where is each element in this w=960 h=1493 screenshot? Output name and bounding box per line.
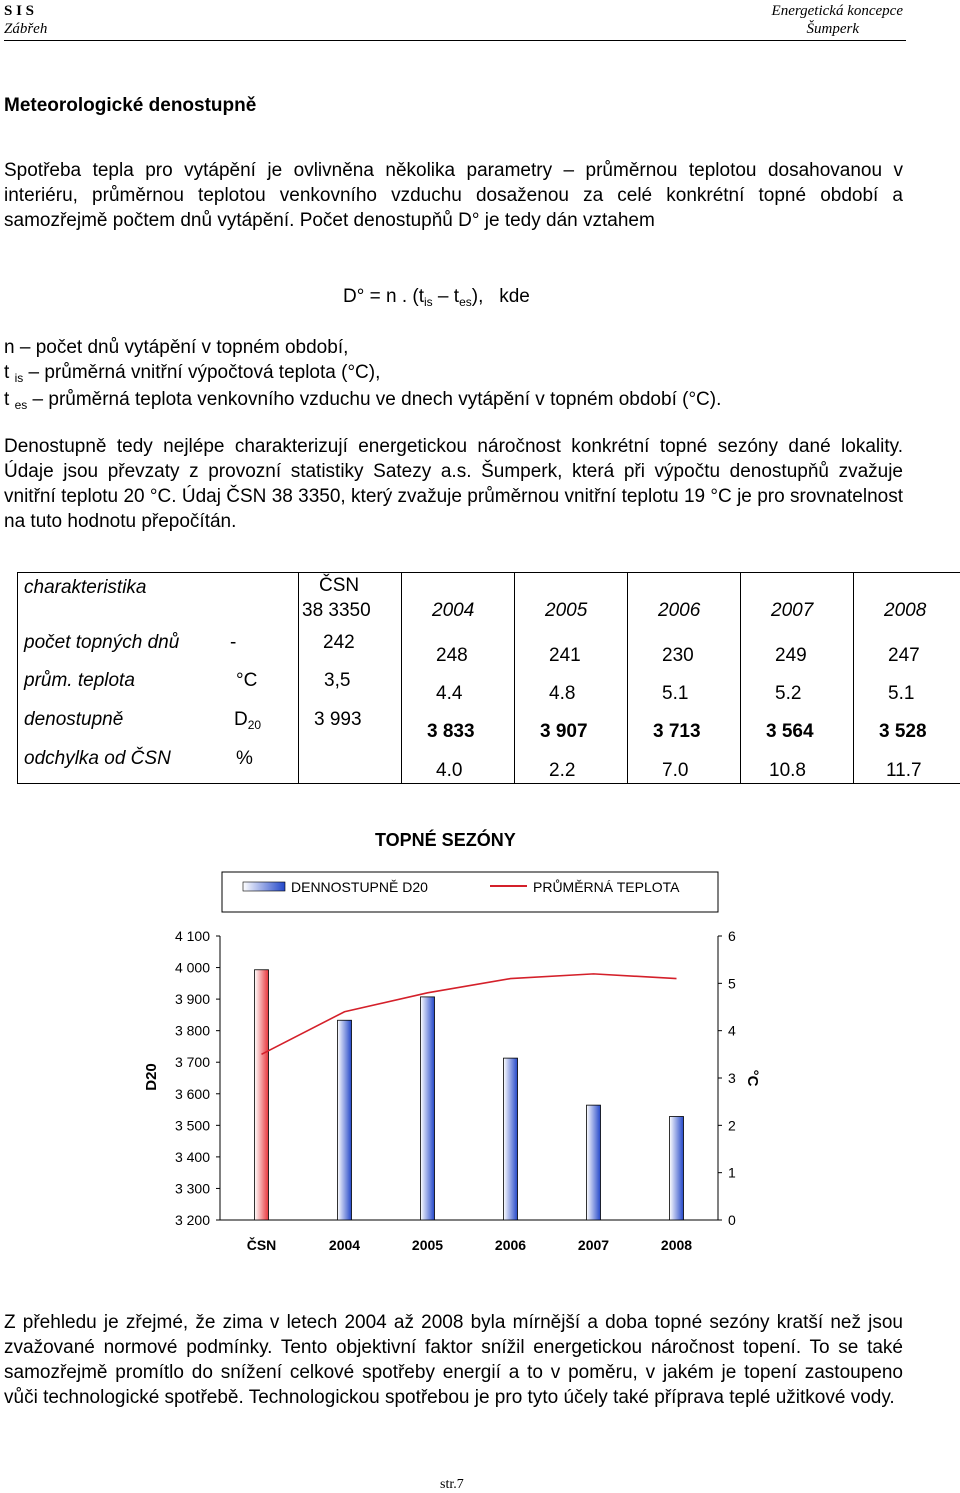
header-org: S I S — [4, 3, 35, 19]
right-tick-label: 5 — [728, 975, 736, 992]
left-tick-label: 4 100 — [174, 928, 210, 944]
left-tick-label: 3 900 — [174, 991, 210, 1008]
definition-tes: t $_{es}$ – průměrná teplota venkovního vzduchu ve dnech vytápění v topném období (°C). — [4, 389, 722, 412]
right-tick-label: 4 — [728, 1022, 736, 1039]
chart-bar — [504, 1058, 518, 1220]
chart-bar — [670, 1116, 684, 1220]
chart-bar — [421, 997, 435, 1220]
right-tick-label: 1 — [728, 1164, 736, 1181]
table-year-column: 2007 249 5.2 3 564 10.8 — [741, 573, 854, 784]
left-tick-label: 3 400 — [174, 1148, 210, 1165]
chart-bar — [255, 970, 269, 1220]
table-year-column: 2004 248 4.4 3 833 4.0 — [402, 573, 515, 784]
right-tick-label: 0 — [728, 1212, 736, 1228]
header-rule — [4, 40, 906, 41]
category-label: 2008 — [660, 1237, 693, 1253]
left-tick-label: 3 700 — [174, 1054, 210, 1071]
left-tick-label: 3 800 — [174, 1022, 210, 1039]
unit-days: - — [230, 632, 237, 653]
table-csn-column — [299, 573, 402, 784]
category-label: 2005 — [411, 1237, 444, 1253]
category-label: ČSN — [246, 1237, 277, 1253]
csn-degree-days: 3 993 — [314, 709, 362, 730]
label-temp: prům. teplota — [24, 670, 135, 691]
table-label-column — [18, 573, 299, 784]
label-degree-days: denostupně — [24, 709, 124, 730]
left-tick-label: 3 300 — [174, 1180, 210, 1197]
left-tick-label: 3 200 — [174, 1212, 210, 1228]
formula: D° = n . $(t_{is} - t_{es})$, kde — [343, 286, 530, 309]
right-axis-label: °C — [744, 1069, 761, 1087]
right-tick-label: 2 — [728, 1117, 736, 1134]
csn-temp: 3,5 — [324, 670, 351, 691]
left-tick-label: 3 600 — [174, 1085, 210, 1102]
legend-label-bar: DENNOSTUPNĚ D20 — [291, 879, 428, 895]
page-number: str.7 — [440, 1477, 464, 1492]
left-tick-label: 4 000 — [174, 959, 210, 976]
data-source-paragraph: Denostupně tedy nejlépe charakterizují energetickou náročnost konkrétní topné sezóny dané lokality. Údaje jsou převzaty z provozní statistiky Satezy a.s. Šumperk, která při výpočtu denostupňů zvažuje vnitřní teplotu 20 °C. Údaj ČSN 38 3350, který zvažuje průměrnou vnitřní teplotu 19 °C je pro srovnatelnost na tuto hodnotu přepočítán. — [4, 436, 903, 532]
definition-list — [4, 335, 721, 414]
definition-tis: t $_{is}$ – průměrná vnitřní výpočtová teplota (°C), — [4, 362, 381, 385]
chart-bar — [587, 1105, 601, 1220]
csn-header-2: 38 3350 — [302, 600, 371, 621]
definition-n: n – počet dnů vytápění v topném období, — [4, 337, 349, 358]
unit-temp: °C — [236, 670, 258, 691]
legend-label-line: PRŮMĚRNÁ TEPLOTA — [533, 879, 680, 895]
temperature-line — [262, 974, 677, 1054]
label-days: počet topných dnů — [24, 632, 180, 653]
left-tick-label: 3 500 — [174, 1117, 210, 1134]
heating-season-chart — [0, 860, 960, 1260]
csn-header-1: ČSN — [319, 575, 360, 596]
header-doc-title: Energetická koncepce — [771, 3, 903, 19]
conclusion-paragraph: Z přehledu je zřejmé, že zima v letech 2004 až 2008 byla mírnější a doba topné sezóny kratší než jsou zvažované normové podmínky. Tento objektivní faktor snížil energetickou náročnost topení. To se také samozřejmě promítlo do snížení celkové spotřeby energií a to v poměru, v jakém je topení zastoupeno vůči technologické spotřebě. Technologickou spotřebou je pro tyto účely také příprava teplé užitkové vody. — [4, 1312, 903, 1408]
intro-paragraph: Spotřeba tepla pro vytápění je ovlivněna několika parametry – průměrnou teplotou dosahovanou v interiéru, průměrnou teplotou venkovního vzduchu dosaženou za celé konkrétní topné období a samozřejmě počtem dnů vytápění. Počet denostupňů D° je tedy dán vztahem — [4, 160, 903, 231]
chart-bar — [338, 1020, 352, 1220]
table-year-column: 2006 230 5.1 3 713 7.0 — [628, 573, 741, 784]
chart-title: TOPNÉ SEZÓNY — [375, 830, 516, 850]
header-city: Šumperk — [806, 21, 859, 37]
category-label: 2004 — [328, 1237, 361, 1253]
right-tick-label: 3 — [728, 1070, 736, 1086]
unit-degree-days: $D_{20}$ — [234, 709, 262, 732]
header-town: Zábřeh — [4, 21, 48, 37]
category-label: 2006 — [494, 1237, 527, 1253]
heating-season-table — [17, 572, 960, 784]
table-year-column: 2005 241 4.8 3 907 2.2 — [515, 573, 628, 784]
section-heading: Meteorologické denostupně — [4, 95, 257, 116]
csn-days: 242 — [323, 632, 355, 653]
label-charakteristika: charakteristika — [24, 577, 147, 598]
unit-deviation: % — [236, 748, 253, 769]
category-label: 2007 — [577, 1237, 610, 1253]
label-deviation: odchylka od ČSN — [24, 748, 171, 769]
left-axis-label: D20 — [143, 1063, 160, 1091]
right-tick-label: 6 — [728, 928, 736, 944]
table-year-column: 2008 247 5.1 3 528 11.7 — [854, 573, 960, 784]
legend-swatch-bar — [243, 882, 285, 891]
